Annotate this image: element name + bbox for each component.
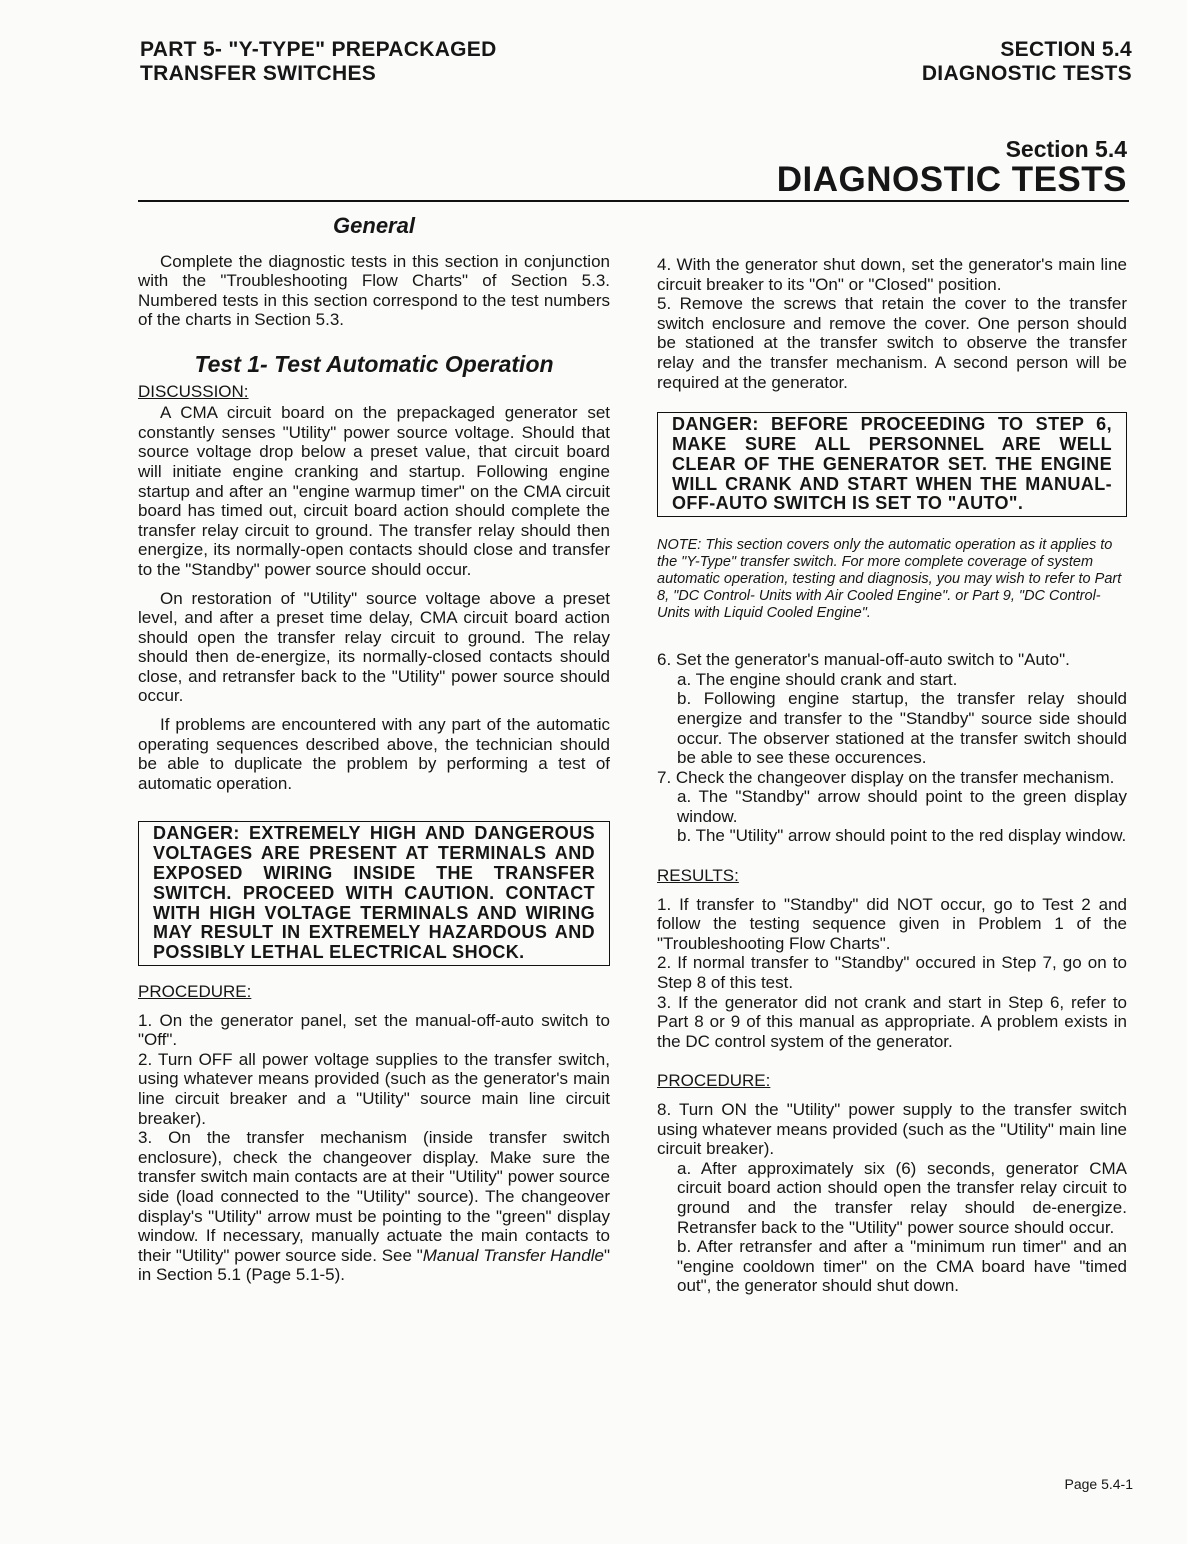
header-section-number: SECTION 5.4 (1000, 38, 1132, 61)
discussion-paragraph-1: A CMA circuit board on the prepackaged generator set constantly senses "Utility" power source voltage. Should that source voltage drop below a preset value, that circuit board will initiate engine cranking and startup. Following engine startup and after an "engine warmup timer" on the CMA circuit board has timed out, circuit board action should complete the transfer relay circuit to ground. The transfer relay should then energize, its normally-open contacts should close and transfer to the "Standby" power source should occur. (138, 403, 610, 579)
header-right (922, 38, 1132, 86)
header-part-subtitle: TRANSFER SWITCHES (140, 62, 377, 85)
page-number: Page 5.4-1 (1064, 1476, 1133, 1492)
step-7a: a. The "Standby" arrow should point to the green display window. (677, 787, 1127, 826)
step-7b: b. The "Utility" arrow should point to the red display window. (677, 826, 1127, 846)
result-3: 3. If the generator did not crank and start in Step 6, refer to Part 8 or 9 of this manual as appropriate. A problem exists in the DC control system of the generator. (657, 992, 1127, 1051)
procedure-step-2: 2. Turn OFF all power voltage supplies to the transfer switch, using whatever means provided (such as the generator's main line circuit breaker and a "Utility" source main line circuit breaker). (138, 1049, 610, 1128)
procedure-label: PROCEDURE: (138, 982, 252, 1002)
test1-heading: Test 1- Test Automatic Operation (194, 350, 554, 377)
note-text: NOTE: This section covers only the automatic operation as it applies to the "Y-Type" transfer switch. For more complete coverage of system automatic operation, testing and diagnosis, you may wish to refer to Part 8, "DC Control- Units with Air Cooled Engine". or Part 9, "DC Control- Units with Liquid Cooled Engine". (657, 537, 1122, 622)
discussion-paragraph-3: If problems are encountered with any part of the automatic operating sequences described above, the technician should be able to duplicate the problem by performing a test of automatic operation. (138, 715, 610, 793)
procedure-step-6: 6. Set the generator's manual-off-auto switch to "Auto". (657, 650, 1070, 670)
manual-transfer-handle-ref: Manual Transfer Handle (422, 1245, 604, 1265)
procedure-step-5: 5. Remove the screws that retain the cover to the transfer switch enclosure and remove the cover. One person should be stationed at the transfer switch to observe the transfer relay and the transfer mechanism. A second person will be required at the generator. (657, 294, 1127, 392)
section-title-block (777, 136, 1127, 198)
danger-warning-box: DANGER: EXTREMELY HIGH AND DANGEROUS VOLTAGES ARE PRESENT AT TERMINALS AND EXPOSED WIRING INSIDE THE TRANSFER SWITCH. PROCEED WITH CAUTION. CONTACT WITH HIGH VOLTAGE TERMINALS AND WIRING MAY RESULT IN EXTREMELY HAZARDOUS AND POSSIBLY LETHAL ELECTRICAL SHOCK. (138, 821, 610, 966)
section-number: Section 5.4 (1005, 136, 1127, 162)
step-3-text: 3. On the transfer mechanism (inside transfer switch enclosure), check the changeover display. Make sure the transfer switch main contacts are at their "Utility" power source side (load connected to the "Utility" source). The changeover display's "Utility" arrow must be pointing to the "green" display window. If necessary, manually actuate the main contacts to their "Utility" power source side. See " (138, 1128, 610, 1265)
procedure-step-8: 8. Turn ON the "Utility" power supply to the transfer switch using whatever means provided (such as the "Utility" main line circuit breaker). (657, 1100, 1127, 1159)
header-left (140, 38, 497, 86)
section-title: DIAGNOSTIC TESTS (776, 160, 1127, 199)
procedure-step-4: 4. With the generator shut down, set the generator's main line circuit breaker to its "On" or "Closed" position. (657, 255, 1127, 294)
general-heading: General (333, 213, 415, 238)
title-rule (138, 200, 1129, 202)
header-part-title: PART 5- "Y-TYPE" PREPACKAGED (140, 38, 497, 61)
step-8a: a. After approximately six (6) seconds, generator CMA circuit board action should open the transfer relay circuit to ground and the transfer relay should de-energize. Retransfer back to the "Utility" power source should occur. (677, 1158, 1127, 1237)
left-column (138, 213, 610, 1285)
general-text: Complete the diagnostic tests in this section in conjunction with the "Troubleshooting Flow Charts" of Section 5.3. Numbered tests in this section correspond to the test numbers of the charts in Section 5.3. (138, 251, 610, 330)
discussion-paragraph-2: On restoration of "Utility" source voltage above a preset level, and after a preset time delay, CMA circuit board action should open the transfer relay circuit to ground. The relay should then de-energize, its normally-closed contacts should close, and retransfer back to the "Utility" power source should occur. (138, 588, 610, 706)
results-label: RESULTS: (657, 866, 739, 886)
procedure-step-3 (138, 1128, 610, 1285)
header-section-name: DIAGNOSTIC TESTS (921, 62, 1132, 85)
step-6b: b. Following engine startup, the transfer relay should energize and transfer to the "Standby" source side should occur. The observer stationed at the transfer switch should be able to see these occurences. (677, 689, 1127, 768)
result-2: 2. If normal transfer to "Standby" occured in Step 7, go on to Step 8 of this test. (657, 953, 1127, 993)
danger-step6-box: DANGER: BEFORE PROCEEDING TO STEP 6, MAKE SURE ALL PERSONNEL ARE WELL CLEAR OF THE GENERATOR SET. THE ENGINE WILL CRANK AND START WHEN THE MANUAL-OFF-AUTO SWITCH IS SET TO "AUTO". (657, 412, 1127, 517)
step-3-text-end: " in Section 5.1 (Page 5.1-5). (138, 1245, 610, 1285)
procedure-label-2: PROCEDURE: (657, 1071, 771, 1091)
right-column (657, 255, 1127, 1296)
procedure-step-7: 7. Check the changeover display on the transfer mechanism. (657, 767, 1115, 787)
step-6a: a. The engine should crank and start. (677, 669, 958, 689)
procedure-step-1: 1. On the generator panel, set the manual-off-auto switch to "Off". (138, 1010, 610, 1050)
step-8b: b. After retransfer and after a "minimum run timer" and an "engine cooldown timer" on the CMA board have "timed out", the generator should shut down. (677, 1237, 1127, 1296)
discussion-label: DISCUSSION: (138, 381, 249, 401)
result-1: 1. If transfer to "Standby" did NOT occur, go to Test 2 and follow the testing sequence given in Problem 1 of the "Troubleshooting Flow Charts". (657, 894, 1127, 953)
